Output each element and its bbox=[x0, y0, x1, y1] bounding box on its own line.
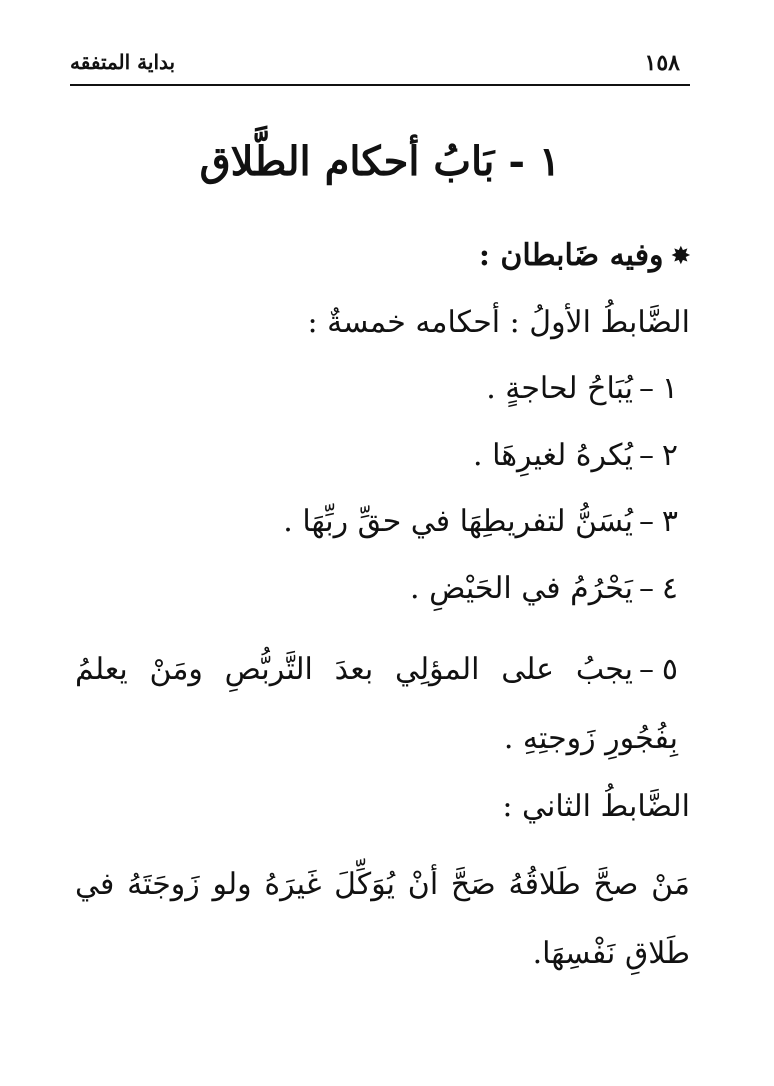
rule-two-heading: الضَّابطُ الثاني : bbox=[502, 789, 690, 824]
page-number: ١٥٨ bbox=[644, 50, 680, 76]
chapter-number: ١ bbox=[538, 138, 561, 185]
item-text: يجبُ على المؤلِي بعدَ التَّربُّصِ ومَنْ يعلمُ بِفُجُورِ زَوجتِهِ . bbox=[75, 652, 678, 756]
item-number: ٣ bbox=[661, 504, 678, 539]
item-number: ٢ bbox=[661, 437, 678, 473]
rule-one-heading: الضَّابطُ الأولُ : أحكامه خمسةٌ : bbox=[307, 304, 690, 340]
item-text: يُكرهُ لغيرِهَا . bbox=[473, 437, 633, 473]
intro-line bbox=[75, 236, 690, 277]
chapter-title bbox=[180, 136, 580, 188]
chapter-name: بَابُ أحكام الطَّلاق bbox=[199, 138, 495, 185]
item-number: ٥ bbox=[661, 652, 678, 687]
page-body bbox=[75, 228, 690, 988]
list-item: ٢–يُكرهُ لغيرِهَا . bbox=[75, 436, 690, 477]
rule-two-paragraph: مَنْ صحَّ طَلاقُهُ صَحَّ أنْ يُوَكِّلَ غَيرَهُ ولو زَوجَتَهُ في طَلاقِ نَفْسِهَا. bbox=[75, 866, 690, 971]
item-number: ٤ bbox=[661, 570, 678, 606]
item-text: يَحْرُمُ في الحَيْضِ . bbox=[410, 570, 633, 606]
list-item: ٥–يجبُ على المؤلِي بعدَ التَّربُّصِ ومَنْ يعلمُ بِفُجُورِ زَوجتِهِ . bbox=[75, 635, 690, 773]
list-item: ٣–يُسَنُّ لتفريطِهَا في حقِّ ربِّهَا . bbox=[75, 502, 690, 543]
page-header bbox=[70, 44, 690, 86]
item-number: ١ bbox=[661, 371, 678, 406]
header-rule bbox=[70, 84, 690, 86]
chapter-separator: - bbox=[508, 138, 525, 185]
star-bullet-icon: ✸ bbox=[671, 243, 690, 270]
list-item: ٤–يَحْرُمُ في الحَيْضِ . bbox=[75, 569, 690, 610]
item-text: يُبَاحُ لحاجةٍ . bbox=[486, 371, 633, 406]
list-item: ١–يُبَاحُ لحاجةٍ . bbox=[75, 369, 690, 410]
book-title: بداية المتفقه bbox=[70, 50, 176, 74]
item-text: يُسَنُّ لتفريطِهَا في حقِّ ربِّهَا . bbox=[283, 504, 633, 539]
intro-text: وفيه ضَابطان : bbox=[478, 238, 664, 273]
